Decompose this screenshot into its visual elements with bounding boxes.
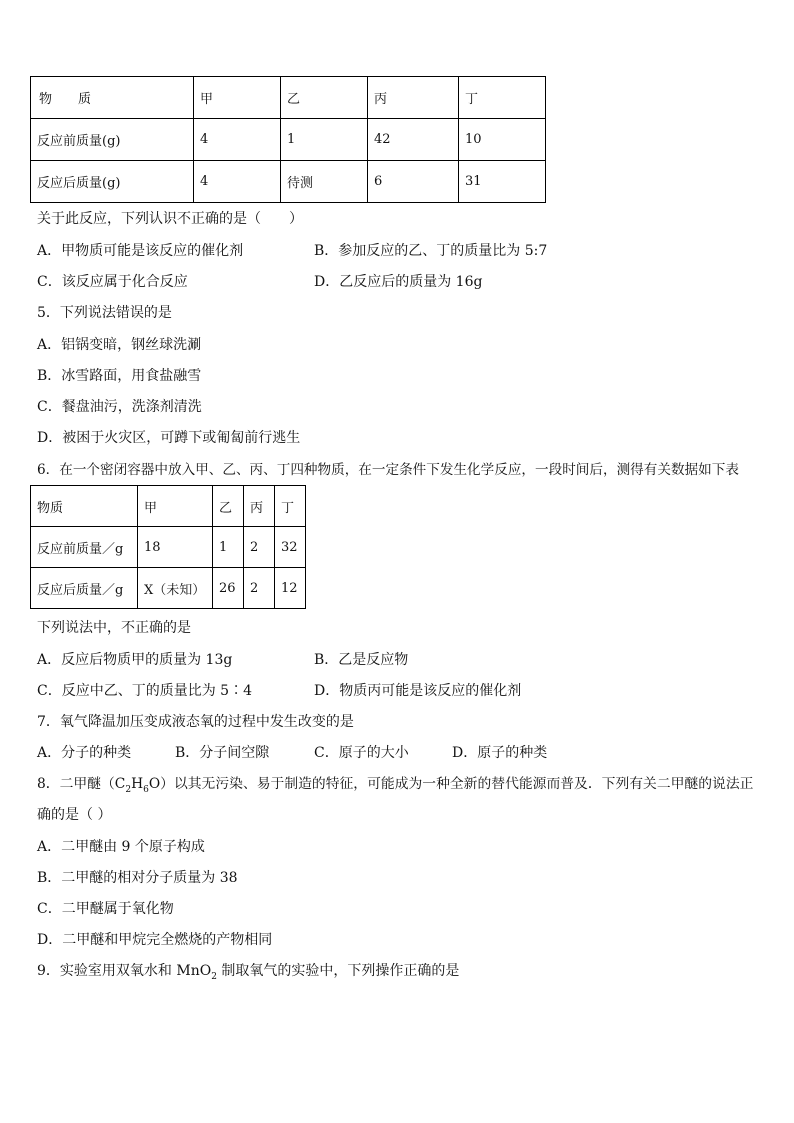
option-c: C．二甲醚属于氧化物	[37, 901, 174, 917]
stem-text: O）以其无污染、易于制造的特征，可能成为一种全新的替代能源而普及．下列有关二甲醚的说法正	[148, 776, 754, 792]
question-stem	[37, 775, 753, 799]
table-cell: 1	[281, 119, 368, 161]
table-cell: 丙	[244, 486, 275, 527]
question-stem-continued: 确的是（ ）	[37, 807, 112, 823]
option-a: A．二甲醚由 9 个原子构成	[37, 839, 205, 855]
question-stem: 7．氧气降温加压变成液态氧的过程中发生改变的是	[37, 714, 354, 730]
option-c: C．原子的大小	[314, 745, 409, 761]
table-cell: 12	[275, 568, 306, 609]
stem-text: H	[131, 776, 144, 792]
subscript: 6	[143, 784, 149, 795]
stem-text: 制取氧气的实验中，下列操作正确的是	[216, 963, 460, 979]
option-d: D．乙反应后的质量为 16g	[314, 274, 483, 290]
table-cell: 乙	[213, 486, 244, 527]
option-a: A．分子的种类	[37, 745, 132, 761]
option-d: D．二甲醚和甲烷完全燃烧的产物相同	[37, 932, 273, 948]
table-header-row	[31, 77, 546, 119]
table-cell: 4	[194, 119, 281, 161]
stem-text: 9．实验室用双氧水和 MnO	[37, 963, 212, 979]
table-cell: 2	[244, 568, 275, 609]
table-cell: 丁	[275, 486, 306, 527]
table-row	[31, 527, 306, 568]
table-cell: 反应前质量／g	[31, 527, 138, 568]
subscript: 2	[211, 971, 217, 982]
table-cell: 10	[459, 119, 546, 161]
table-cell: 乙	[281, 77, 368, 119]
table-cell: 物质	[31, 486, 138, 527]
table-cell: 反应前质量(g)	[31, 119, 194, 161]
option-c: C．反应中乙、丁的质量比为 5∶4	[37, 683, 252, 699]
table-cell: 18	[138, 527, 213, 568]
option-d: D．物质丙可能是该反应的催化剂	[314, 683, 522, 699]
option-b: B．乙是反应物	[314, 652, 409, 668]
table-header-row	[31, 486, 306, 527]
table-row	[31, 119, 546, 161]
table-cell: 丙	[368, 77, 459, 119]
option-b: B．参加反应的乙、丁的质量比为 5:7	[314, 243, 548, 259]
reaction-data-table-1	[30, 76, 546, 203]
table-cell: 反应后质量(g)	[31, 161, 194, 203]
question-stem: 5．下列说法错误的是	[37, 305, 172, 321]
table-cell: 物 质	[31, 77, 194, 119]
option-c: C．该反应属于化合反应	[37, 274, 188, 290]
option-b: B．冰雪路面，用食盐融雪	[37, 368, 202, 384]
table-cell: 42	[368, 119, 459, 161]
question-subprompt: 下列说法中，不正确的是	[37, 620, 191, 636]
table-cell: 6	[368, 161, 459, 203]
table-cell: 反应后质量／g	[31, 568, 138, 609]
option-a: A．甲物质可能是该反应的催化剂	[37, 243, 244, 259]
table-cell: 2	[244, 527, 275, 568]
question-stem	[37, 962, 459, 986]
table-cell: 甲	[138, 486, 213, 527]
option-b: B．分子间空隙	[175, 745, 270, 761]
reaction-data-table-2	[30, 485, 306, 609]
option-a: A．反应后物质甲的质量为 13g	[37, 652, 233, 668]
table-row	[31, 568, 306, 609]
table-cell: 甲	[194, 77, 281, 119]
option-a: A．铝锅变暗，钢丝球洗涮	[37, 337, 202, 353]
table-cell: X（未知）	[138, 568, 213, 609]
option-b: B．二甲醚的相对分子质量为 38	[37, 870, 238, 886]
question-stem: 关于此反应，下列认识不正确的是（ ）	[37, 211, 303, 227]
table-cell: 4	[194, 161, 281, 203]
table-cell: 32	[275, 527, 306, 568]
stem-text: 8．二甲醚（C	[37, 776, 126, 792]
table-cell: 31	[459, 161, 546, 203]
option-d: D．原子的种类	[452, 745, 548, 761]
option-c: C．餐盘油污，洗涤剂清洗	[37, 399, 202, 415]
table-row	[31, 161, 546, 203]
table-cell: 26	[213, 568, 244, 609]
table-cell: 丁	[459, 77, 546, 119]
table-cell: 待测	[281, 161, 368, 203]
question-stem: 6．在一个密闭容器中放入甲、乙、丙、丁四种物质，在一定条件下发生化学反应，一段时间后，测得有关数据如下表	[37, 462, 739, 478]
table-cell: 1	[213, 527, 244, 568]
subscript: 2	[125, 784, 132, 795]
option-d: D．被困于火灾区，可蹲下或匍匐前行逃生	[37, 430, 301, 446]
